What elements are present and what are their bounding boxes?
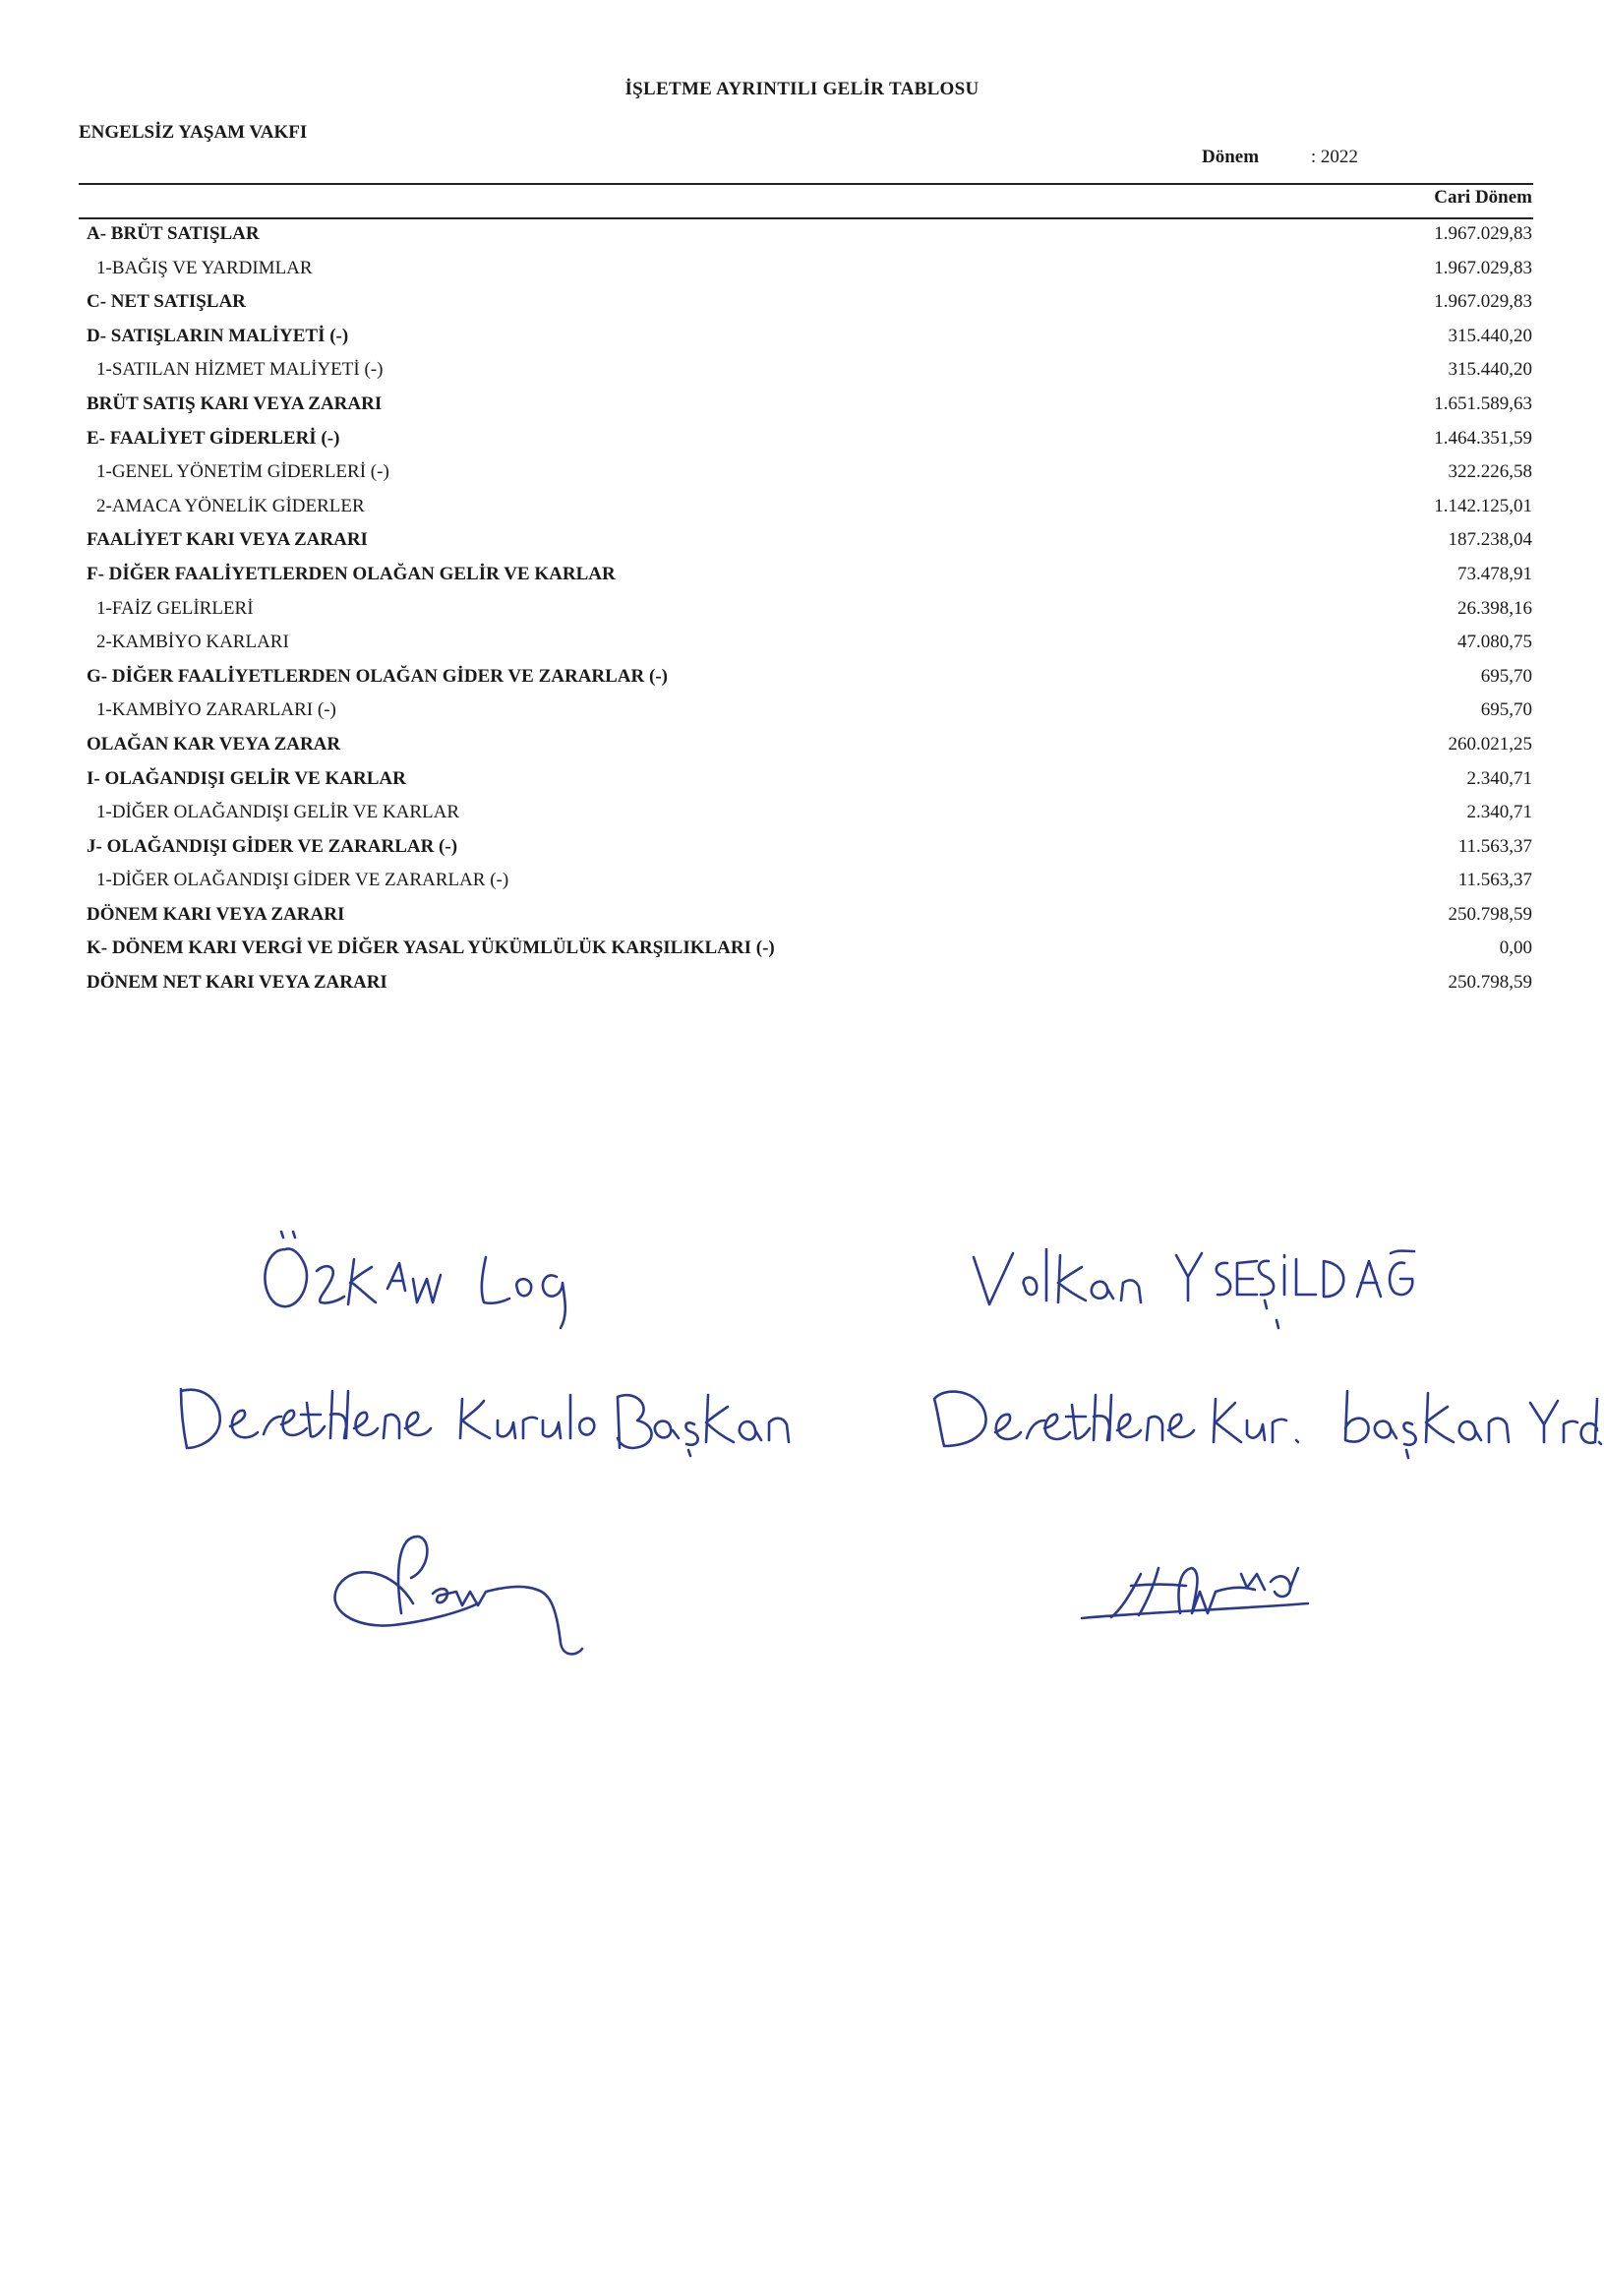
row-label: DÖNEM NET KARI VEYA ZARARI — [87, 972, 387, 994]
table-row — [87, 796, 1532, 830]
row-label: 2-KAMBİYO KARLARI — [96, 632, 289, 653]
row-value: 47.080,75 — [1457, 632, 1532, 653]
signature-title-right — [934, 1391, 1601, 1458]
row-value: 1.967.029,83 — [1434, 291, 1532, 313]
row-value: 695,70 — [1480, 699, 1532, 721]
row-value: 1.967.029,83 — [1434, 223, 1532, 244]
row-label: A- BRÜT SATIŞLAR — [87, 223, 260, 244]
row-value: 250.798,59 — [1448, 903, 1532, 925]
signature-title-left — [181, 1389, 789, 1456]
table-row — [87, 898, 1532, 933]
table-row — [87, 558, 1532, 592]
row-value: 322.226,58 — [1448, 461, 1532, 483]
row-value: 1.464.351,59 — [1434, 427, 1532, 449]
row-label: F- DİĞER FAALİYETLERDEN OLAĞAN GELİR VE KARLAR — [87, 563, 616, 584]
table-row — [87, 490, 1532, 524]
table-row — [87, 762, 1532, 797]
row-label: BRÜT SATIŞ KARI VEYA ZARARI — [87, 393, 383, 414]
row-value: 695,70 — [1480, 665, 1532, 687]
period-value: : 2022 — [1310, 147, 1358, 167]
row-label: 1-SATILAN HİZMET MALİYETİ (-) — [96, 359, 384, 381]
row-label: 1-DİĞER OLAĞANDIŞI GİDER VE ZARARLAR (-) — [96, 870, 509, 891]
signature-name-right — [974, 1249, 1414, 1328]
row-label: E- FAALİYET GİDERLERİ (-) — [87, 427, 340, 449]
table-row — [87, 422, 1532, 456]
row-label: 1-DİĞER OLAĞANDIŞI GELİR VE KARLAR — [96, 802, 460, 823]
signature-mark-left — [335, 1537, 582, 1654]
table-row — [87, 320, 1532, 354]
table-row — [87, 660, 1532, 695]
row-label: FAALİYET KARI VEYA ZARARI — [87, 529, 368, 551]
row-value: 315.440,20 — [1448, 359, 1532, 381]
signature-name-left — [265, 1232, 564, 1328]
row-value: 11.563,37 — [1457, 835, 1532, 857]
row-value: 11.563,37 — [1457, 870, 1532, 891]
row-value: 187.238,04 — [1448, 529, 1532, 551]
period — [1202, 147, 1358, 168]
table-row — [87, 864, 1532, 898]
table-row — [87, 966, 1532, 1000]
row-value: 1.142.125,01 — [1434, 495, 1532, 516]
document-title: İŞLETME AYRINTILI GELİR TABLOSU — [624, 79, 980, 99]
row-label: 1-FAİZ GELİRLERİ — [96, 597, 254, 619]
row-value: 2.340,71 — [1466, 767, 1532, 789]
row-value: 1.967.029,83 — [1434, 257, 1532, 278]
signature-area — [0, 1180, 1604, 1731]
table-row — [87, 285, 1532, 320]
row-value: 2.340,71 — [1466, 802, 1532, 823]
table-row — [87, 626, 1532, 660]
top-rule — [79, 183, 1533, 185]
table-row — [87, 694, 1532, 728]
row-label: G- DİĞER FAALİYETLERDEN OLAĞAN GİDER VE ZARARLAR (-) — [87, 665, 668, 687]
table-row — [87, 932, 1532, 966]
period-label: Dönem — [1202, 147, 1260, 167]
row-value: 260.021,25 — [1448, 733, 1532, 755]
row-value: 0,00 — [1499, 937, 1532, 959]
table-row — [87, 217, 1532, 252]
table-row — [87, 830, 1532, 865]
table-row — [87, 252, 1532, 286]
table-row — [87, 455, 1532, 490]
row-label: D- SATIŞLARIN MALİYETİ (-) — [87, 325, 349, 346]
row-label: K- DÖNEM KARI VERGİ VE DİĞER YASAL YÜKÜMLÜLÜK KARŞILIKLARI (-) — [87, 937, 775, 959]
row-label: OLAĞAN KAR VEYA ZARAR — [87, 733, 341, 755]
table-row — [87, 353, 1532, 388]
row-value: 315.440,20 — [1448, 325, 1532, 346]
row-label: DÖNEM KARI VEYA ZARARI — [87, 903, 345, 925]
table-row — [87, 728, 1532, 762]
column-header: Cari Dönem — [1434, 187, 1532, 208]
row-label: C- NET SATIŞLAR — [87, 291, 246, 313]
table-row — [87, 388, 1532, 422]
row-label: I- OLAĞANDIŞI GELİR VE KARLAR — [87, 767, 406, 789]
row-label: 1-GENEL YÖNETİM GİDERLERİ (-) — [96, 461, 389, 483]
row-label: 2-AMACA YÖNELİK GİDERLER — [96, 495, 365, 516]
row-value: 73.478,91 — [1457, 563, 1532, 584]
table-row — [87, 523, 1532, 558]
organization-name: ENGELSİZ YAŞAM VAKFI — [79, 122, 308, 143]
row-value: 1.651.589,63 — [1434, 393, 1532, 414]
handwritten-signatures — [0, 1180, 1604, 1731]
row-label: 1-BAĞIŞ VE YARDIMLAR — [96, 257, 313, 278]
signature-mark-right — [1082, 1568, 1308, 1618]
row-value: 250.798,59 — [1448, 972, 1532, 994]
row-label: J- OLAĞANDIŞI GİDER VE ZARARLAR (-) — [87, 835, 458, 857]
row-value: 26.398,16 — [1457, 597, 1532, 619]
row-label: 1-KAMBİYO ZARARLARI (-) — [96, 699, 336, 721]
income-statement-table — [87, 217, 1532, 1000]
table-row — [87, 592, 1532, 627]
